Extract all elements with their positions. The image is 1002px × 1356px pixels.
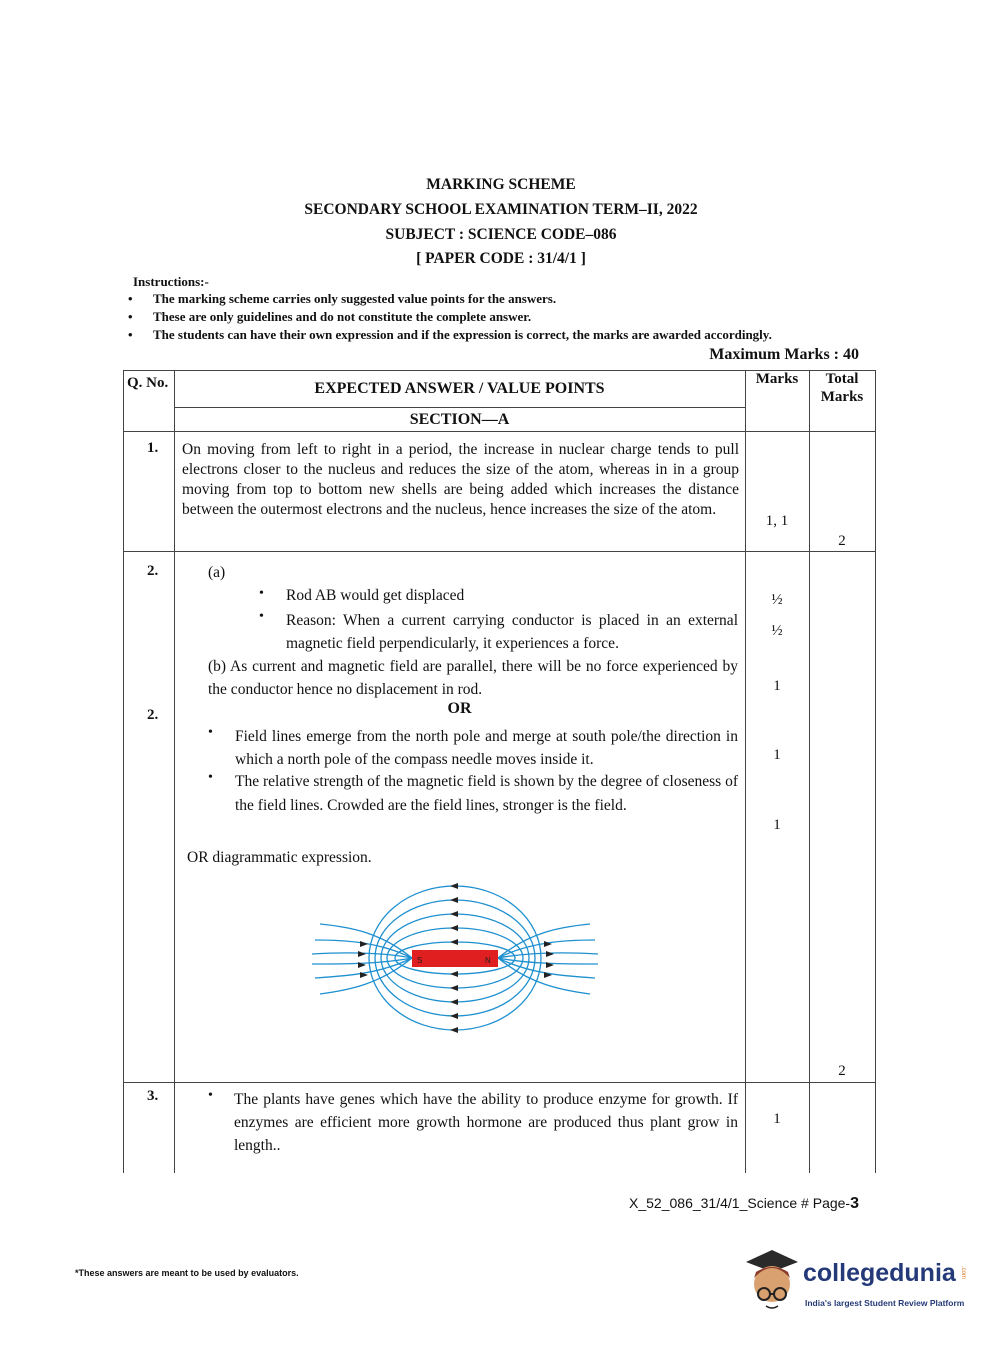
question-number: 3.: [147, 1088, 159, 1104]
question-number: 2.: [147, 707, 159, 723]
collegedunia-mascot-icon: [742, 1248, 802, 1316]
scheme-title: MARKING SCHEME: [426, 176, 576, 193]
q1-answer: On moving from left to right in a period, the increase in nuclear charge tends to pull electrons closer to the nucleus and reduces the size of the atom, whereas in in a group moving from top to bottom new shells are being added which increases the distance between the outermost electrons and the nucleus, hence increases the size of the atom.: [182, 441, 739, 518]
q3-point1: The plants have genes which have the ability to produce enzyme for growth. If enzymes are efficient more growth hormone are produced thus plant grow in length..: [234, 1091, 738, 1154]
q2-marks-a1: ½: [771, 592, 783, 608]
collegedunia-logo: collegedunia: [803, 1259, 956, 1287]
q2-marks-b: 1: [773, 678, 781, 694]
bullet: •: [208, 1088, 213, 1103]
brand-com: .com: [960, 1266, 966, 1280]
magnet-south-label: S: [417, 956, 423, 965]
question-number: 1.: [147, 440, 159, 456]
page-footer-code: X_52_086_31/4/1_Science # Page-3: [629, 1195, 859, 1212]
or-separator: OR: [447, 700, 472, 717]
q2-total: 2: [838, 1063, 846, 1079]
brand-tagline: India's largest Student Review Platform: [805, 1298, 965, 1308]
question-number: 2.: [147, 563, 159, 579]
q2-a-point2: Reason: When a current carrying conductor is placed in an external magnetic field perpendicularly, it experiences a force.: [286, 612, 738, 652]
q3-marks: 1: [773, 1111, 781, 1127]
instruction-item: • The students can have their own expression and if the expression is correct, the marks are awarded accordingly.: [128, 327, 772, 342]
instruction-item: • These are only guidelines and do not constitute the complete answer.: [128, 309, 532, 324]
q2-or-point2: The relative strength of the magnetic field is shown by the degree of closeness of the field lines. Crowded are the field lines, stronger is the field.: [235, 773, 738, 814]
q1-total: 2: [838, 533, 846, 549]
maximum-marks: Maximum Marks : 40: [709, 346, 859, 363]
evaluator-note: *These answers are meant to be used by evaluators.: [75, 1268, 299, 1278]
instruction-item: • The marking scheme carries only suggested value points for the answers.: [128, 291, 557, 306]
col-qno-header: Q. No.: [127, 375, 169, 391]
q2-marks-a2: ½: [771, 623, 783, 639]
section-a-heading: SECTION—A: [409, 411, 510, 428]
q2-marks-or2: 1: [773, 817, 781, 833]
q2-part-a-label: (a): [208, 564, 226, 581]
subject-title: SUBJECT : SCIENCE CODE–086: [385, 226, 617, 243]
instructions-title: Instructions:-: [133, 274, 209, 289]
q2-marks-or1: 1: [773, 747, 781, 763]
q2-or-point1: Field lines emerge from the north pole and merge at south pole/the direction in which a north pole of the compass needle moves inside it.: [235, 728, 738, 768]
bullet: •: [208, 725, 213, 740]
magnet-north-label: N: [485, 956, 491, 965]
bar-magnet-field-diagram: [300, 872, 610, 1052]
col-total-header-2: Marks: [820, 389, 864, 405]
q2-a-point1: Rod AB would get displaced: [286, 587, 465, 604]
q2-part-b: (b) As current and magnetic field are parallel, there will be no force experienced by the conductor hence no displacement in rod.: [208, 658, 738, 698]
bullet: •: [208, 770, 213, 785]
paper-code: [ PAPER CODE : 31/4/1 ]: [416, 250, 586, 267]
q1-marks: 1, 1: [765, 513, 789, 529]
col-answer-header: EXPECTED ANSWER / VALUE POINTS: [314, 380, 605, 397]
col-total-header: Total: [825, 371, 859, 387]
exam-title: SECONDARY SCHOOL EXAMINATION TERM–II, 2022: [304, 201, 698, 218]
col-marks-header: Marks: [755, 371, 799, 387]
diagram-caption: OR diagrammatic expression.: [187, 849, 372, 866]
bullet: •: [259, 586, 264, 601]
bullet: •: [259, 609, 264, 624]
